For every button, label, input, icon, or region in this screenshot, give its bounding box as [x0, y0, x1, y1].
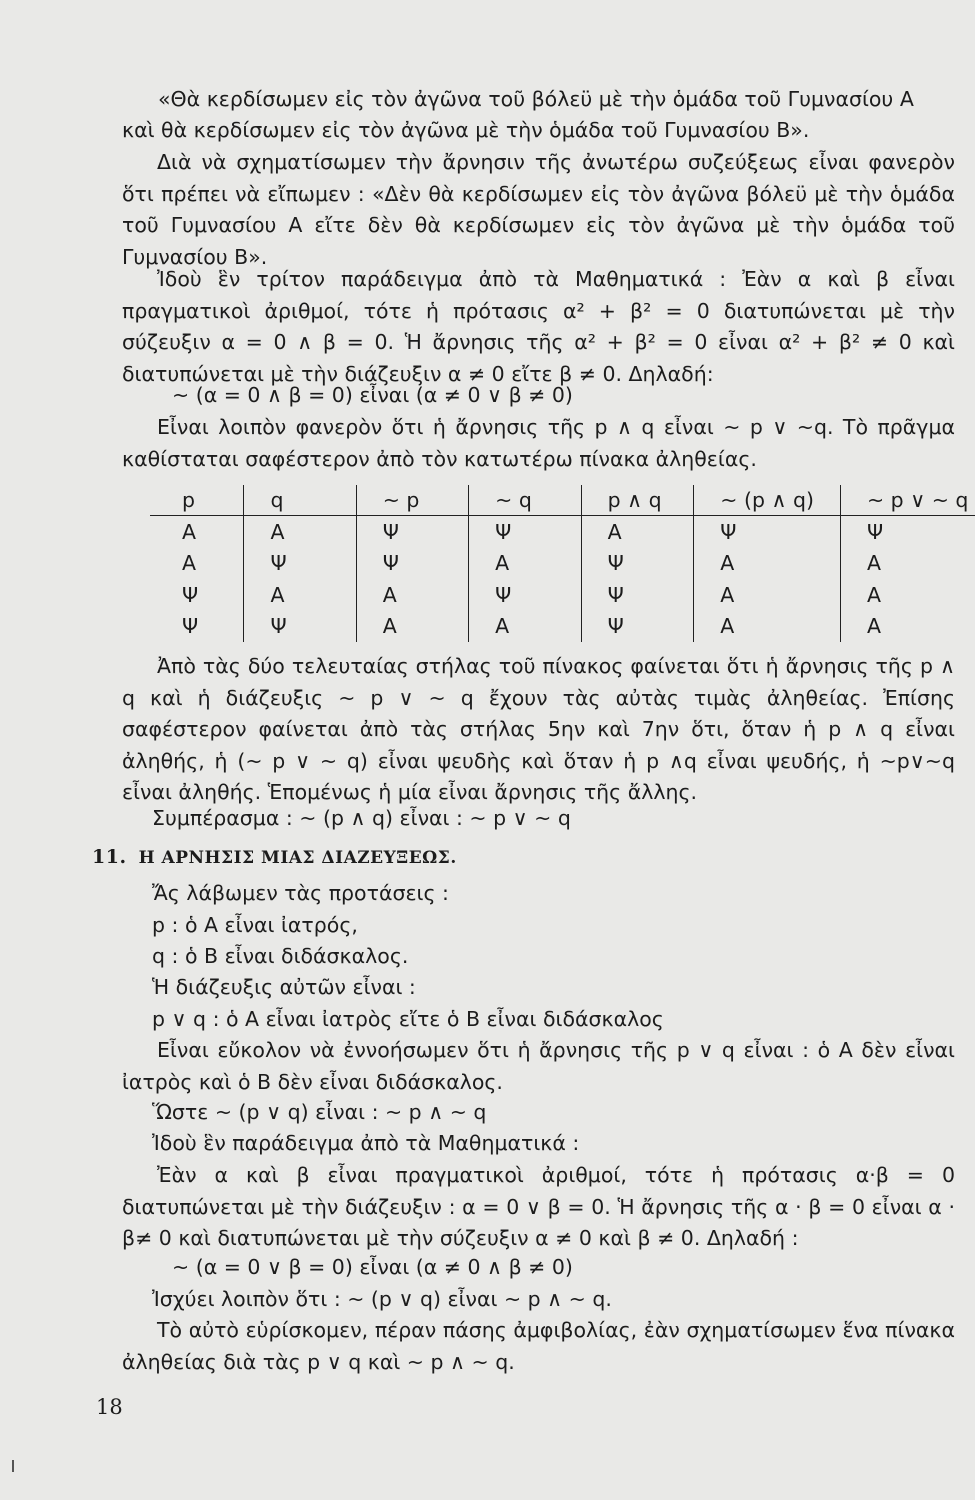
truth-table-cell: Α — [244, 516, 356, 548]
after-table-paragraph: Ἀπὸ τὰς δύο τελευταίας στήλας τοῦ πίνακος φαίνεται ὅτι ἡ ἄρνησις τῆς p ∧ q καὶ ἡ διάζευξις ~ p ∨ ~ q ἔχουν τὰς αὐτὰς τιμὰς ἀληθείας. Ἐπίσης σαφέστερον φαίνεται ἀπὸ τὰς στήλας 5ην καὶ 7ην ὅτι, ὅταν ἡ p ∧ q εἶναι ἀληθής, ἡ (~ p ∨ ~ q) εἶναι ψευδὴς καὶ ὅταν ἡ p ∧q εἶναι ψευδής, ἡ ~p∨~q εἶναι ἀληθής. Ἑπομένως ἡ μία εἶναι ἄρνησις τῆς ἄλλης. — [122, 654, 955, 804]
conclusion-paragraph: Εἶναι λοιπὸν φανερὸν ὅτι ἡ ἄρνησις τῆς p ∧ q εἶναι ~ p ∨ ~q. Τὸ πρᾶγμα καθίσταται σαφέστερον ἀπὸ τὸν κατωτέρω πίνακα ἀληθείας. — [122, 415, 955, 471]
section-number: 11. — [92, 846, 127, 868]
truth-table-row — [150, 516, 975, 548]
section-paragraph-6: Εἶναι εὔκολον νὰ ἐννοήσωμεν ὅτι ἡ ἄρνησις τῆς p ∨ q εἶναι : ὁ Α δὲν εἶναι ἰατρὸς καὶ ὁ Β δὲν εἶναι διδάσκαλος. — [122, 1038, 955, 1094]
truth-table-header: p ∧ q — [581, 485, 694, 516]
truth-table-cell: Ψ — [244, 611, 356, 643]
truth-table-cell: Α — [581, 516, 694, 548]
section-line-10: ~ (α = 0 ∨ β = 0) εἶναι (α ≠ 0 ∧ β ≠ 0) — [172, 1255, 573, 1279]
page-number: 18 — [96, 1395, 123, 1419]
section-paragraph-12: Τὸ αὐτὸ εὑρίσκομεν, πέραν πάσης ἀμφιβολίας, ἐὰν σχηματίσωμεν ἕνα πίνακα ἀληθείας διὰ τὰς p ∨ q καὶ ~ p ∧ ~ q. — [122, 1318, 955, 1374]
truth-table-header: ~ p — [356, 485, 468, 516]
example-paragraph: Ἰδοὺ ἓν τρίτον παράδειγμα ἀπὸ τὰ Μαθηματικά : Ἐὰν α καὶ β εἶναι πραγματικοὶ ἀριθμοί, τότε ἡ πρότασις α² + β² = 0 διατυπώνεται μὲ τὴν σύζευξιν α = 0 ∧ β = 0. Ἡ ἄρνησις τῆς α² + β² = 0 εἶναι α² + β² ≠ 0 καὶ διατυπώνεται μὲ τὴν διάζευξιν α ≠ 0 εἴτε β ≠ 0. Δηλαδή: — [122, 267, 955, 386]
truth-table-cell: Ψ — [182, 614, 199, 639]
truth-table-cell: Α — [694, 579, 841, 611]
truth-table-cell: Α — [469, 548, 581, 580]
truth-table-header: p — [150, 485, 244, 516]
truth-table-cell: Α — [840, 611, 975, 643]
section-line-11: Ἰσχύει λοιπὸν ὅτι : ~ (p ∨ q) εἶναι ~ p ∧ ~ q. — [152, 1287, 612, 1311]
intro-line-2: καὶ θὰ κερδίσωμεν εἰς τὸν ἀγῶνα μὲ τὴν ὁμάδα τοῦ Γυμνασίου Β». — [122, 118, 810, 142]
truth-table-row — [150, 579, 975, 611]
truth-table-cell: Ψ — [581, 579, 694, 611]
section-line-7: Ὥστε ~ (p ∨ q) εἶναι : ~ p ∧ ~ q — [152, 1100, 487, 1124]
truth-table-cell: Α — [356, 579, 468, 611]
section-heading — [92, 846, 457, 868]
negation-paragraph: Διὰ νὰ σχηματίσωμεν τὴν ἄρνησιν τῆς ἀνωτέρω συζεύξεως εἶναι φανερὸν ὅτι πρέπει νὰ εἴπωμεν : «Δὲν θὰ κερδίσωμεν εἰς τὸν ἀγῶνα βόλεϋ μὲ τὴν ὁμάδα τοῦ Γυμνασίου Α εἴτε δὲν θὰ κερδίσωμεν εἰς τὸν ἀγῶνα μὲ τὴν ὁμάδα τοῦ Γυμνασίου Β». — [122, 150, 955, 269]
truth-table-cell: Α — [469, 611, 581, 643]
intro-line-1: «Θὰ κερδίσωμεν εἰς τὸν ἀγῶνα τοῦ βόλεϋ μὲ τὴν ὁμάδα τοῦ Γυμνασίου Α — [158, 87, 914, 111]
section-paragraph-9: Ἐὰν α καὶ β εἶναι πραγματικοὶ ἀριθμοί, τότε ἡ πρότασις α·β = 0 διατυπώνεται μὲ τὴν διάζευξιν : α = 0 ∨ β = 0. Ἡ ἄρνησις τῆς α · β = 0 εἶναι α · β≠ 0 καὶ διατυπώνεται μὲ τὴν σύζευξιν α ≠ 0 καὶ β ≠ 0. Δηλαδή : — [122, 1163, 955, 1250]
truth-table-cell: Α — [182, 519, 197, 544]
truth-table-row — [150, 548, 975, 580]
truth-table-header-row — [150, 485, 975, 516]
section-line-4: Ἡ διάζευξις αὐτῶν εἶναι : — [152, 975, 416, 999]
truth-table-header: ~ p ∨ ~ q — [840, 485, 975, 516]
truth-table-cell: Α — [694, 611, 841, 643]
truth-table-cell: Ψ — [840, 516, 975, 548]
truth-table — [150, 485, 975, 642]
truth-table-cell: Ψ — [356, 548, 468, 580]
section-line-5: p ∨ q : ὁ Α εἶναι ἰατρὸς εἴτε ὁ Β εἶναι διδάσκαλος — [152, 1007, 664, 1031]
truth-table-cell: Ψ — [356, 516, 468, 548]
truth-table-cell: Ψ — [694, 516, 841, 548]
section-line-1: Ἄς λάβωμεν τὰς προτάσεις : — [152, 881, 449, 905]
truth-table-cell: Ψ — [244, 548, 356, 580]
truth-table-cell: Ψ — [469, 516, 581, 548]
section-title: Η ΑΡΝΗΣΙΣ ΜΙΑΣ ΔΙΑΖΕΥΞΕΩΣ. — [138, 848, 457, 868]
truth-table-cell: Ψ — [581, 548, 694, 580]
truth-table-header: ~ (p ∧ q) — [694, 485, 841, 516]
example-formula: ~ (α = 0 ∧ β = 0) εἶναι (α ≠ 0 ∨ β ≠ 0) — [172, 383, 573, 407]
truth-table-cell: Α — [840, 579, 975, 611]
truth-table-cell: Ψ — [182, 582, 199, 607]
section-line-2: p : ὁ Α εἶναι ἰατρός, — [152, 913, 358, 937]
truth-table-cell: Α — [694, 548, 841, 580]
margin-mark — [12, 1460, 14, 1472]
truth-table-cell: Α — [244, 579, 356, 611]
truth-table-header: q — [244, 485, 356, 516]
truth-table-cell: Α — [840, 548, 975, 580]
truth-table-row — [150, 611, 975, 643]
truth-table-header: ~ q — [469, 485, 581, 516]
section-line-3: q : ὁ Β εἶναι διδάσκαλος. — [152, 944, 409, 968]
truth-table-cell: Ψ — [469, 579, 581, 611]
truth-table-cell: Α — [182, 551, 197, 576]
truth-table-cell: Ψ — [581, 611, 694, 643]
summary-line: Συμπέρασμα : ~ (p ∧ q) εἶναι : ~ p ∨ ~ q — [152, 806, 571, 830]
section-line-8: Ἰδοὺ ἓν παράδειγμα ἀπὸ τὰ Μαθηματικά : — [152, 1131, 580, 1155]
truth-table-cell: Α — [356, 611, 468, 643]
